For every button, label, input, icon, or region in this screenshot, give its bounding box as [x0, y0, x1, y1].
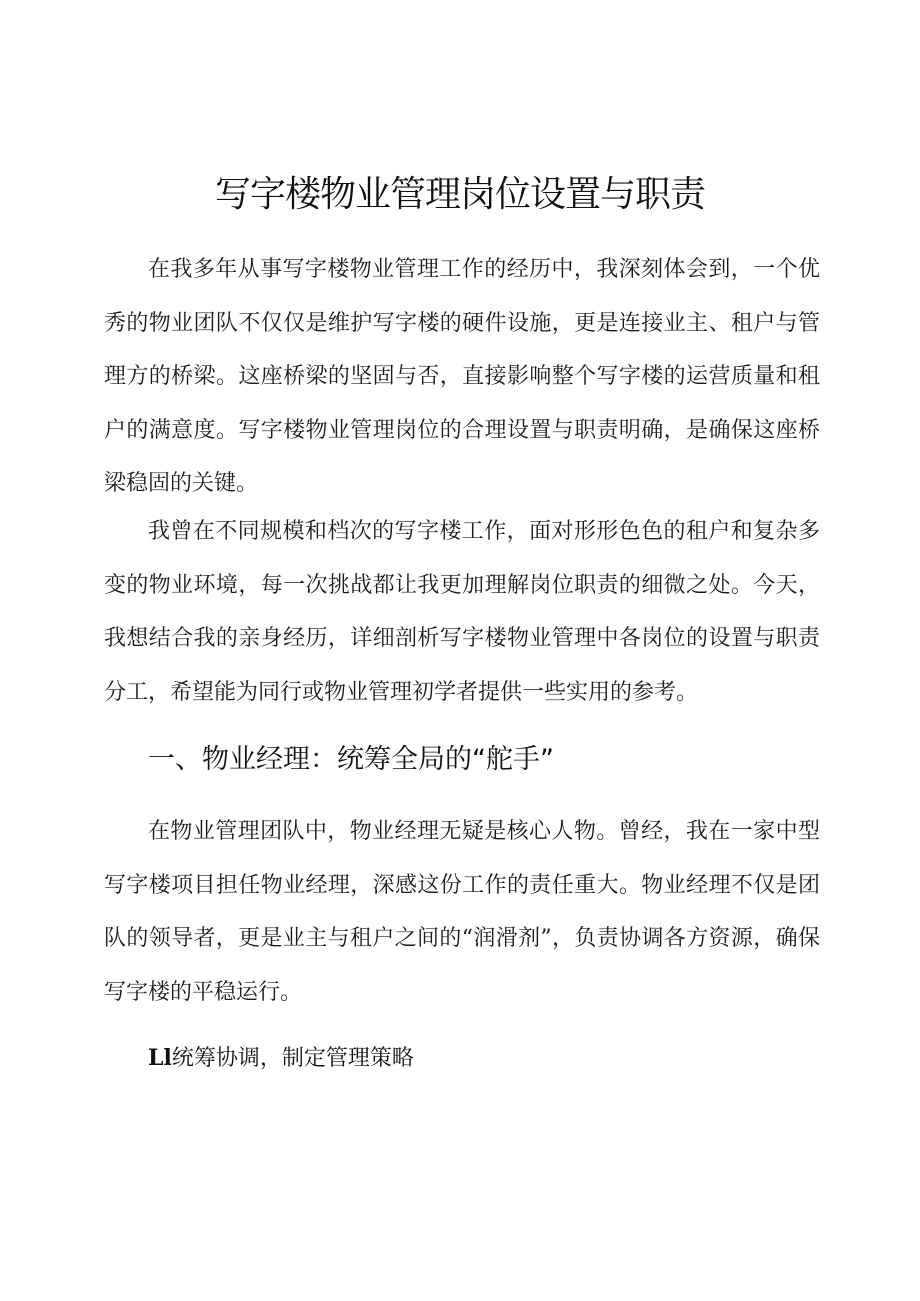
section-paragraph-property-manager: 在物业管理团队中，物业经理无疑是核心人物。曾经，我在一家中型写字楼项目担任物业经理，深感这份工作的责任重大。物业经理不仅是团队的领导者，更是业主与租户之间的“润滑剂”，负责协调各方资源，确保写字楼的平稳运行。	[104, 819, 820, 1005]
subsection-heading	[148, 1038, 414, 1079]
section-heading-property-manager: 一、物业经理：统筹全局的“舵手”	[148, 744, 554, 775]
document-title: 写字楼物业管理岗位设置与职责	[214, 174, 705, 215]
subsection-title: 统筹协调，制定管理策略	[171, 1046, 414, 1071]
subsection-number: Ll	[148, 1045, 172, 1071]
intro-paragraph-2: 我曾在不同规模和档次的写字楼工作，面对形形色色的租户和复杂多变的物业环境，每一次挑战都让我更加理解岗位职责的细微之处。今天，我想结合我的亲身经历，详细剖析写字楼物业管理中各岗位的设置与职责分工，希望能为同行或物业管理初学者提供一些实用的参考。	[104, 519, 820, 705]
intro-paragraph-1: 在我多年从事写字楼物业管理工作的经历中，我深刻体会到，一个优秀的物业团队不仅仅是维护写字楼的硬件设施，更是连接业主、租户与管理方的桥梁。这座桥梁的坚固与否，直接影响整个写字楼的运营质量和租户的满意度。写字楼物业管理岗位的合理设置与职责明确，是确保这座桥梁稳固的关键。	[104, 257, 820, 496]
